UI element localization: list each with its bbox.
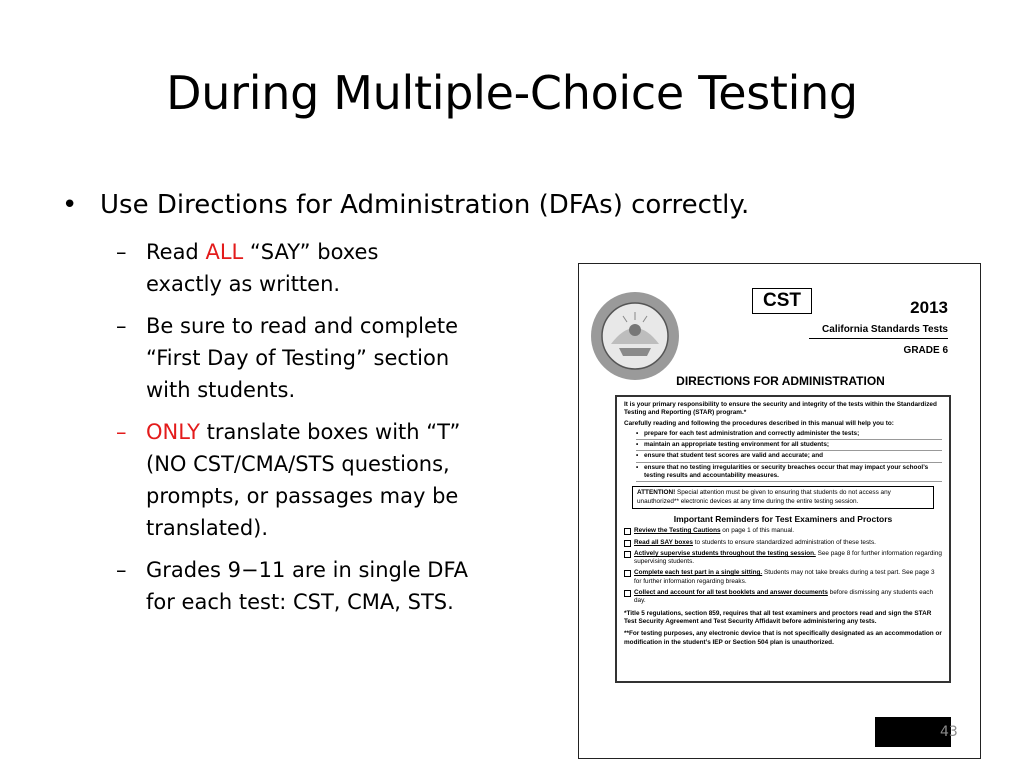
sub-item-say-boxes	[116, 236, 406, 300]
reminder-key: Read all SAY boxes	[634, 538, 693, 546]
reminder-item	[624, 550, 942, 567]
main-bullet	[62, 190, 749, 220]
reminder-key: Collect and account for all test booklets and answer documents	[634, 589, 828, 597]
sub-bullet-list	[116, 236, 496, 628]
reminder-item	[624, 539, 942, 547]
attention-text: Special attention must be given to ensuring that students do not access any unauthorized** electronic devices at any time during the entire testing session.	[637, 489, 891, 505]
sub-item-text: translate boxes with “T” (NO CST/CMA/STS questions, prompts, or passages may be translated).	[146, 420, 461, 540]
doc-year: 2013	[910, 298, 948, 317]
list-item: • prepare for each test administration and correctly administer the tests;	[636, 430, 942, 440]
list-item: • maintain an appropriate testing environment for all students;	[636, 441, 942, 451]
attention-box	[632, 486, 934, 509]
department-of-education-seal-icon	[589, 290, 681, 382]
dash-marker: –	[116, 240, 127, 264]
reminders-title: Important Reminders for Test Examiners and Proctors	[673, 513, 893, 524]
slide-title: During Multiple-Choice Testing	[166, 66, 858, 120]
reminder-key: Actively supervise students throughout the testing session.	[634, 549, 816, 557]
dash-marker: –	[116, 420, 127, 444]
responsibility-list	[636, 430, 942, 482]
reminder-text: Students may not take breaks during a test part. See page 3 for further information regarding breaks.	[634, 569, 935, 585]
reminder-text: to students to ensure standardized administration of these tests.	[692, 538, 876, 546]
sub-item-translate	[116, 416, 496, 544]
dash-marker: –	[116, 558, 127, 582]
footnote-electronic: **For testing purposes, any electronic device that is not specifically designated as an accommodation or modification in the student’s IEP or Section 504 plan is unauthorized.	[624, 630, 942, 646]
list-item: • ensure that student test scores are valid and accurate; and	[636, 452, 942, 462]
reminder-text: before dismissing any students each day.	[634, 589, 934, 605]
doc-heading: DIRECTIONS FOR ADMINISTRATION	[676, 374, 885, 388]
sub-item-first-day	[116, 310, 496, 406]
responsibility-box	[615, 395, 951, 683]
dfa-cover-image	[578, 263, 981, 759]
list-item: • ensure that no testing irregularities or security breaches occur that may impact your school’s testing results and accountability measures.	[636, 464, 942, 483]
intro-text-2: Carefully reading and following the procedures described in this manual will help you to:	[624, 419, 894, 427]
reminder-item	[624, 527, 942, 535]
reminder-item	[624, 589, 942, 606]
doc-program: California Standards Tests	[822, 324, 948, 335]
page-number: 43	[940, 724, 958, 740]
footnote-title5: *Title 5 regulations, section 859, requires that all test examiners and proctors read and sign the STAR Test Security Agreement and Test Security Affidavit before administering any tests.	[624, 609, 932, 625]
dash-marker: –	[116, 314, 127, 338]
sub-item-text: Grades 9−11 are in single DFA for each test: CST, CMA, STS.	[146, 558, 468, 614]
reminder-item	[624, 569, 942, 586]
highlight-all: ALL	[205, 240, 244, 264]
reminder-key: Review the Testing Cautions	[634, 527, 721, 535]
divider	[809, 338, 948, 339]
sub-item-text: Read	[146, 240, 206, 264]
sub-item-grades	[116, 554, 496, 618]
sub-item-text: Be sure to read and complete “First Day of Testing” section with students.	[146, 314, 459, 402]
intro-text: It is your primary responsibility to ensure the security and integrity of the tests within the Standardized Testing and Reporting (STAR) program.*	[624, 401, 937, 417]
doc-grade: GRADE 6	[903, 345, 948, 356]
cst-label-box: CST	[752, 288, 812, 314]
bullet-dot: •	[62, 190, 78, 220]
reminder-text: on page 1 of this manual.	[720, 527, 795, 535]
reminder-key: Complete each test part in a single sitting.	[634, 569, 763, 577]
attention-label: ATTENTION!	[637, 489, 676, 497]
main-bullet-text: Use Directions for Administration (DFAs) correctly.	[100, 190, 750, 220]
sub-item-text: “SAY” boxes exactly as written.	[146, 240, 379, 296]
reminder-text: See page 8 for further information regarding supervising students.	[634, 549, 942, 566]
highlight-only: ONLY	[146, 420, 200, 444]
